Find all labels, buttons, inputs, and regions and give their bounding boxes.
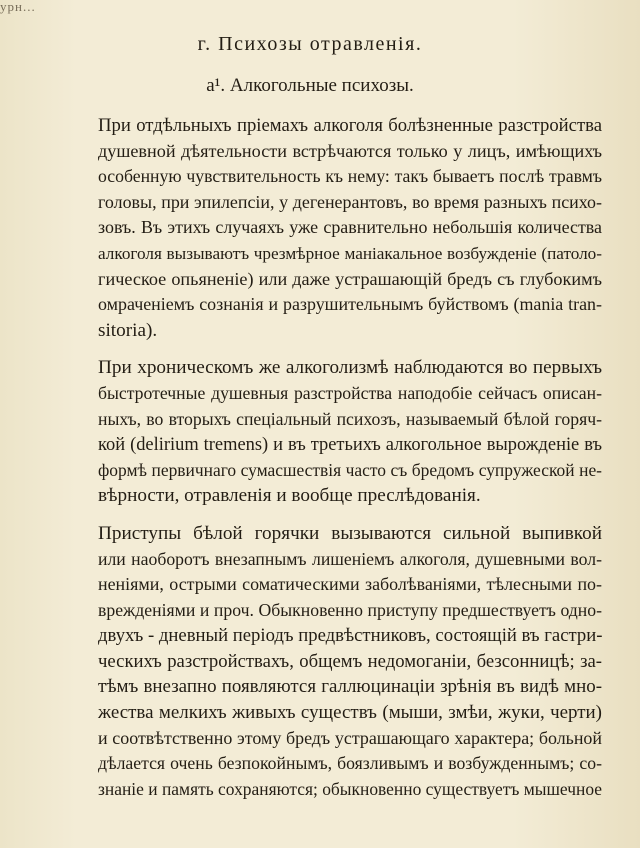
text-line: особенную чувствительность къ нему: такъ бываетъ послѣ травмъ [98,166,602,187]
paragraph-2 [62,355,602,509]
text-line: тѣмъ внезапно появляются галлюцинаціи зрѣнія въ видѣ мно- [98,676,602,698]
text-line: двухъ - дневный періодъ предвѣстниковъ, состоящій въ гастри- [98,625,603,647]
body-text [62,113,602,814]
text-line: При отдѣльныхъ пріемахъ алкоголя болѣзненные разстройства [98,115,602,136]
text-line: жества мелкихъ живыхъ существъ (мыши, змѣи, жуки, черти) [98,702,602,724]
text-line: душевной дѣятельности встрѣчаются только у лицъ, имѣющихъ [98,140,602,161]
text-line: формѣ первичнаго сумасшествія часто съ бредомъ супружеской не- [98,459,602,480]
text-line: гическое опьяненіе) или даже устрашающій бредъ съ глубокимъ [98,268,602,289]
text-line: головы, при эпилепсіи, у дегенерантовъ, во время разныхъ психо- [98,191,602,212]
text-line: знаніе и память сохраняются; обыкновенно существуетъ мышечное [98,778,602,799]
text-line: дѣлается очень безпокойнымъ, боязливымъ и возбужденнымъ; со- [98,753,602,774]
text-line: ческихъ разстройствахъ, общемъ недомоганіи, безсонницѣ; за- [98,650,602,672]
text-line: вѣрности, отравленія и вообще преслѣдованія. [98,485,481,507]
text-line: быстротечные душевныя разстройства наподобіе сейчасъ описан- [98,382,602,403]
text-line: или наоборотъ внезапнымъ лишеніемъ алкоголя, душевными вол- [98,548,602,569]
text-line: ныхъ, во вторыхъ спеціальный психозъ, называемый бѣлой горяч- [98,408,602,429]
section-title: г. Психозы отравленія. [197,33,423,55]
text-line: неніями, острыми соматическими заболѣваніями, тѣлесными по- [98,574,602,595]
subsection-title: а¹. Алкогольные психозы. [206,75,414,96]
paragraph-1 [62,113,602,343]
text-line: омраченіемъ сознанія и разрушительнымъ буйствомъ (mania tran- [98,294,602,315]
text-line: врежденіями и проч. Обыкновенно приступу предшествуетъ одно- [98,599,602,620]
text-line: Приступы бѣлой горячки вызываются сильной выпивкой [98,522,602,544]
text-line: При хроническомъ же алкоголизмѣ наблюдаются во первыхъ [98,357,602,379]
header-fragment: урн... [0,0,36,14]
text-line: sitoria). [98,319,158,341]
text-line: и соотвѣтственно этому бредъ устрашающаго характера; больной [98,727,602,748]
text-line: алкоголя вызываютъ чрезмѣрное маніакальное возбужденіе (патоло- [98,243,602,263]
paragraph-3 [62,521,602,803]
text-line: кой (delirium tremens) и въ третьихъ алкогольное вырожденіе въ [98,434,602,455]
text-line: зовъ. Въ этихъ случаяхъ уже сравнительно небольшія количества [98,217,602,238]
